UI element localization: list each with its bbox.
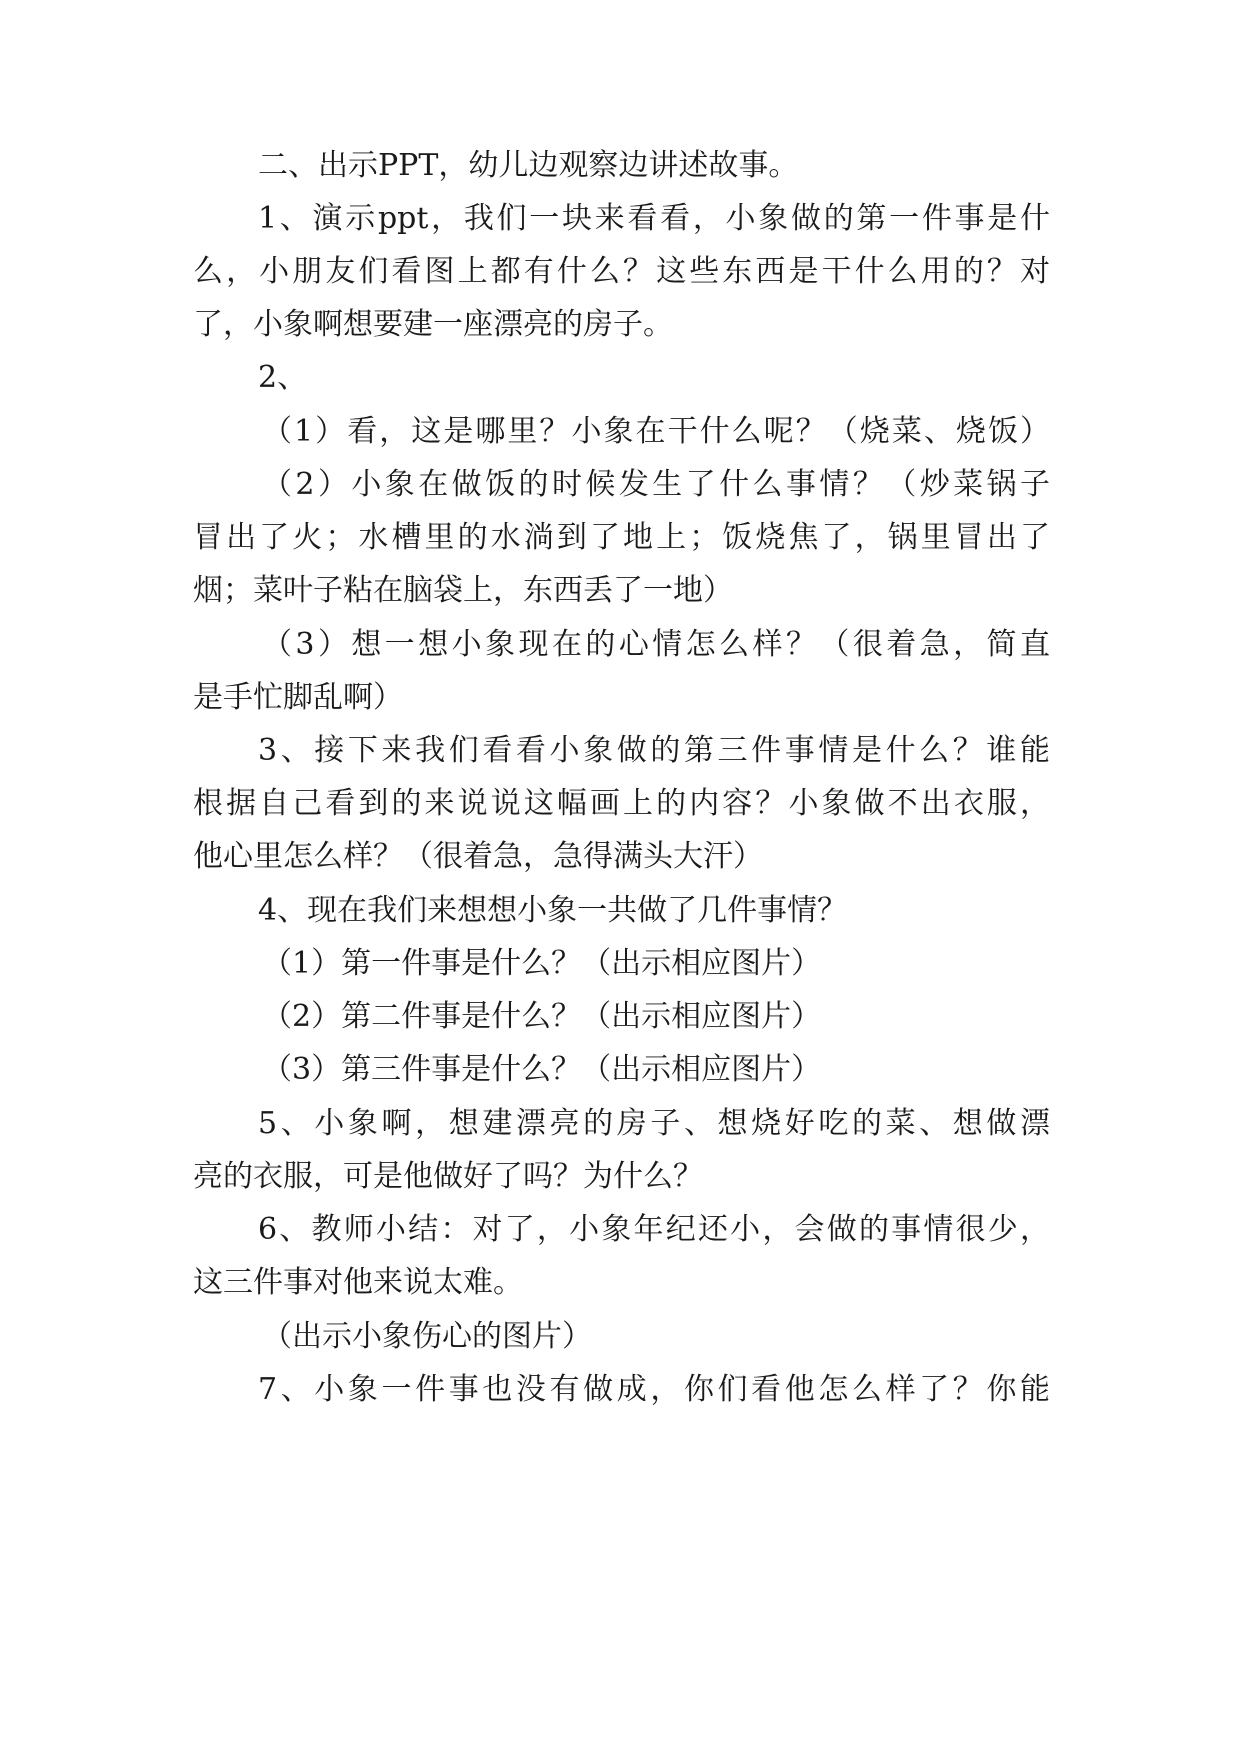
text-line: （出示小象伤心的图片） <box>262 1319 592 1354</box>
text-line: 是手忙脚乱啊） <box>193 680 403 715</box>
text-line: （2）小象在做饭的时候发生了什么事情？（炒菜锅子 <box>262 467 1050 502</box>
text-line: 1、演示ppt，我们一块来看看，小象做的第一件事是什 <box>258 201 1050 236</box>
text-line: 么，小朋友们看图上都有什么？这些东西是干什么用的？对 <box>193 254 1050 289</box>
text-line: 二、出示PPT，幼儿边观察边讲述故事。 <box>258 148 799 183</box>
text-line: 根据自己看到的来说说这幅画上的内容？小象做不出衣服， <box>193 786 1050 821</box>
text-line: 烟；菜叶子粘在脑袋上，东西丢了一地） <box>193 573 733 608</box>
text-line: 了，小象啊想要建一座漂亮的房子。 <box>193 307 673 342</box>
text-line: 亮的衣服，可是他做好了吗？为什么？ <box>193 1159 703 1194</box>
text-line: （1）第一件事是什么？（出示相应图片） <box>262 946 822 981</box>
text-line: 他心里怎么样？（很着急，急得满头大汗） <box>193 839 763 874</box>
text-line: 5、小象啊，想建漂亮的房子、想烧好吃的菜、想做漂 <box>258 1106 1050 1141</box>
text-line: （3）第三件事是什么？（出示相应图片） <box>262 1052 822 1087</box>
text-line: （1）看，这是哪里？小象在干什么呢？（烧菜、烧饭） <box>262 414 1050 449</box>
text-line: 4、现在我们来想想小象一共做了几件事情？ <box>258 893 848 928</box>
text-line: 冒出了火；水槽里的水淌到了地上；饭烧焦了，锅里冒出了 <box>193 520 1050 555</box>
text-line: （2）第二件事是什么？（出示相应图片） <box>262 999 822 1034</box>
text-line: （3）想一想小象现在的心情怎么样？（很着急，简直 <box>262 627 1050 662</box>
text-line: 2、 <box>258 360 308 395</box>
text-line: 6、教师小结：对了，小象年纪还小，会做的事情很少， <box>258 1212 1050 1247</box>
text-line: 3、接下来我们看看小象做的第三件事情是什么？谁能 <box>258 733 1050 768</box>
text-line: 这三件事对他来说太难。 <box>193 1265 523 1300</box>
text-line: 7、小象一件事也没有做成，你们看他怎么样了？你能 <box>258 1372 1050 1407</box>
